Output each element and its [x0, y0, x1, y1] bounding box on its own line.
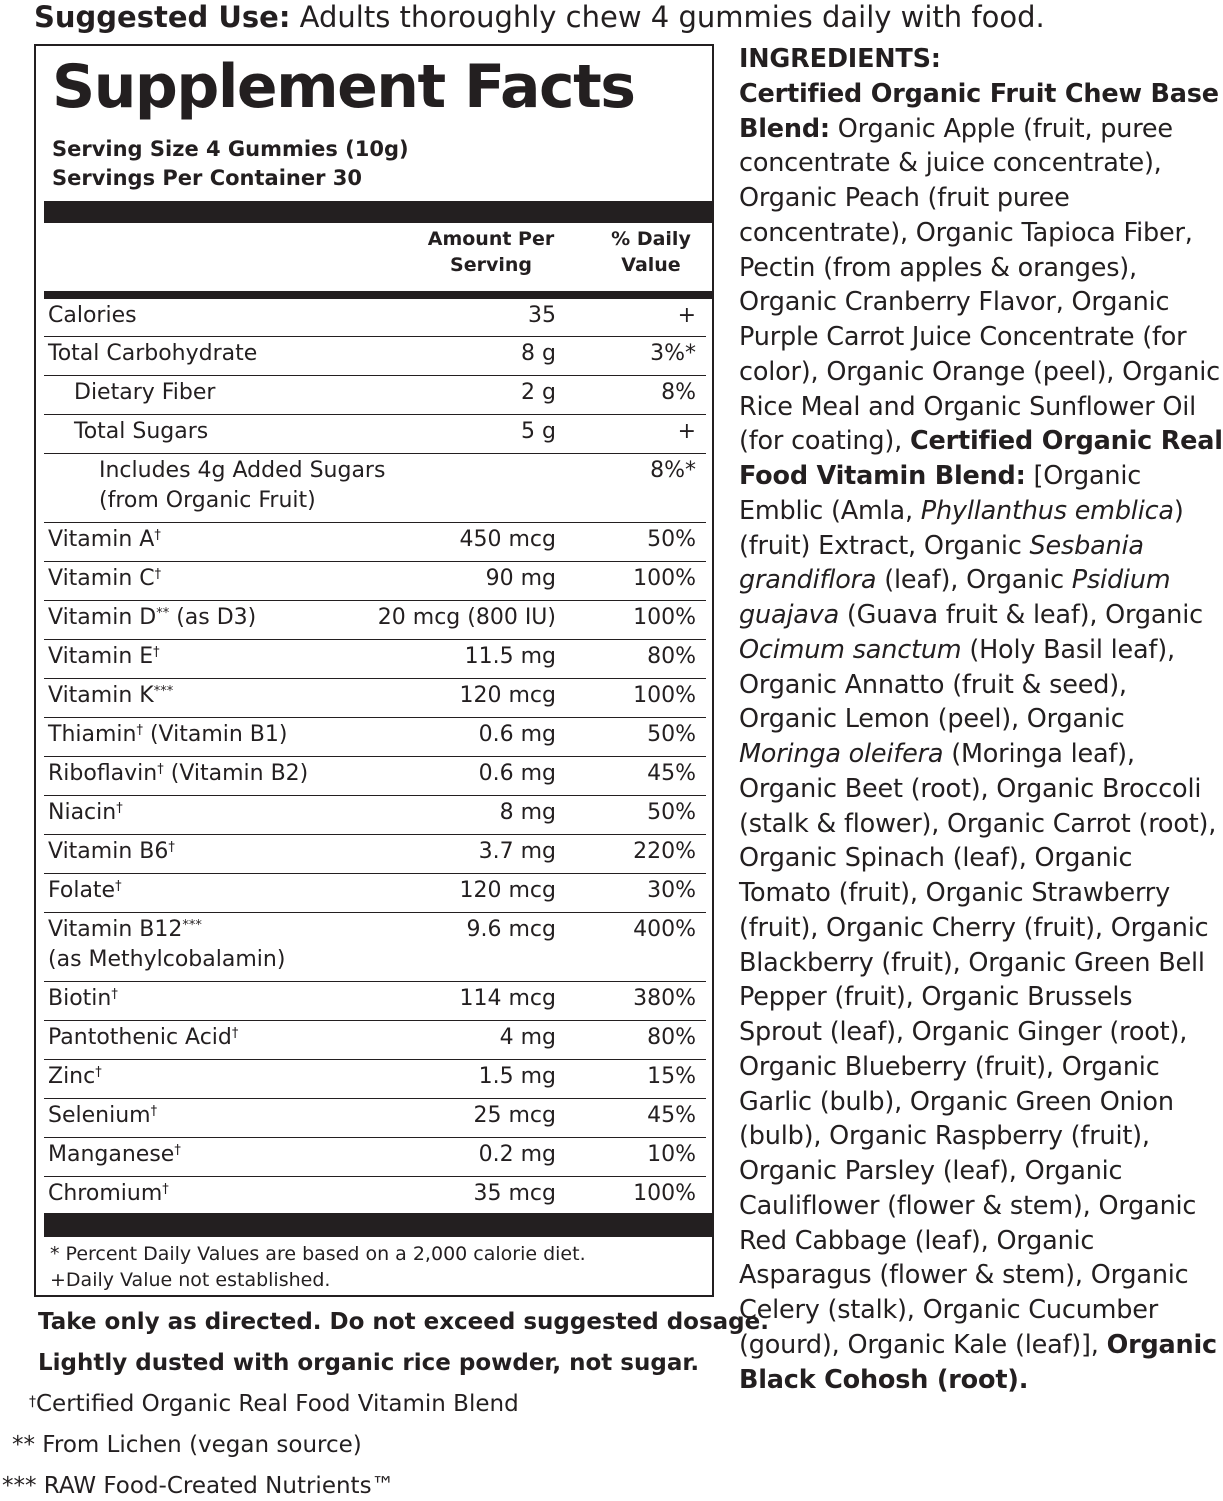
nutrient-name [99, 456, 385, 516]
nutrient-footnote-mark: † [111, 987, 118, 1002]
ingredient-text: (leaf), Organic [876, 565, 1072, 596]
nutrient-daily-value: 10% [647, 1142, 696, 1167]
nutrient-row [44, 874, 706, 913]
nutrient-row [44, 1021, 706, 1060]
nutrient-daily-value: 45% [647, 761, 696, 786]
nutrient-daily-value: 80% [647, 644, 696, 669]
nutrient-label: Vitamin E [48, 644, 154, 669]
nutrient-label: Chromium [48, 1181, 163, 1206]
nutrient-amount: 0.2 mg [478, 1142, 556, 1167]
nutrient-footnote-mark: † [154, 528, 161, 543]
nutrient-label-line2: (as Methylcobalamin) [48, 947, 286, 972]
nutrient-amount: 8 g [521, 341, 556, 366]
nutrient-name [48, 720, 287, 750]
footnote-text: RAW Food-Created Nutrients™ [36, 1473, 395, 1499]
nutrient-amount: 5 g [521, 419, 556, 444]
nutrient-footnote-mark: *** [182, 918, 202, 933]
nutrient-footnote-mark: † [157, 762, 164, 777]
dv-column-header [596, 226, 706, 278]
nutrient-label: Thiamin [48, 722, 137, 747]
nutrient-label: Riboflavin [48, 761, 158, 786]
nutrient-label-suffix: (Vitamin B2) [163, 761, 309, 786]
nutrient-name [48, 339, 257, 369]
nutrient-label: Vitamin C [48, 566, 155, 591]
nutrient-daily-value: 220% [633, 839, 696, 864]
nutrient-label: Vitamin K [48, 683, 154, 708]
nutrient-row [44, 1177, 706, 1216]
nutrient-daily-value: 80% [647, 1025, 696, 1050]
nutrient-daily-value: 100% [633, 683, 696, 708]
nutrient-label: Vitamin D [48, 605, 157, 630]
ingredient-blend-label: Certified Organic Fruit Chew Base Blend: [739, 78, 1219, 144]
nutrient-amount: 4 mg [499, 1025, 556, 1050]
dosage-warning: Take only as directed. Do not exceed suggested dosage. [38, 1309, 769, 1335]
ingredients-heading: INGREDIENTS: [739, 44, 941, 74]
nutrient-row [44, 982, 706, 1021]
nutrient-name [48, 798, 123, 828]
serving-size: Serving Size 4 Gummies (10g) [52, 137, 409, 161]
nutrient-daily-value: 380% [633, 986, 696, 1011]
ingredient-text: (Guava fruit & leaf), Organic [839, 600, 1203, 630]
nutrient-row [44, 718, 706, 757]
ingredient-text: ) (fruit) Extract, Organic [739, 495, 1184, 561]
nutrient-name [48, 603, 256, 633]
footnote-text: Certified Organic Real Food Vitamin Blend [36, 1391, 519, 1417]
servings-per-container: Servings Per Container 30 [52, 166, 362, 190]
nutrient-name [48, 1023, 238, 1053]
nutrient-amount: 90 mg [485, 566, 556, 591]
nutrient-footnote-mark: † [95, 1065, 102, 1080]
nutrient-amount: 35 [528, 303, 556, 328]
nutrient-label-suffix: (Vitamin B1) [142, 722, 288, 747]
dv-header-line1: % Daily [611, 228, 691, 250]
ingredients-text [739, 77, 1223, 1398]
nutrient-row [44, 562, 706, 601]
nutrient-footnote-mark: † [136, 723, 143, 738]
nutrient-footnote-mark: † [168, 840, 175, 855]
nutrient-daily-value: + [677, 303, 696, 328]
suggested-use-text: Adults thoroughly chew 4 gummies daily with food. [290, 0, 1045, 34]
ingredient-botanical-name: Psidium guajava [739, 565, 1171, 630]
ingredient-text: (Holy Basil leaf), Organic Annatto (fruit & seed), Organic Lemon (peel), Organic [739, 634, 1175, 735]
nutrient-label: Niacin [48, 800, 117, 825]
nutrient-daily-value: 3%* [650, 341, 696, 366]
footnote-double-star [12, 1430, 362, 1460]
nutrient-row [44, 913, 706, 982]
bottom-thick-bar [44, 1213, 712, 1237]
nutrient-amount: 0.6 mg [478, 761, 556, 786]
nutrient-daily-value: 400% [633, 917, 696, 942]
ingredient-botanical-name: Sesbania grandiflora [739, 530, 1144, 596]
nutrient-amount: 450 mcg [459, 527, 556, 552]
nutrient-name [48, 564, 161, 594]
nutrient-row [44, 1099, 706, 1138]
nutrient-amount: 3.7 mg [478, 839, 556, 864]
nutrient-amount: 11.5 mg [464, 644, 556, 669]
footnote-mark: *** [2, 1473, 37, 1499]
nutrient-name [48, 876, 122, 906]
nutrient-daily-value: 50% [647, 722, 696, 747]
nutrient-name [48, 1140, 181, 1170]
nutrient-name [74, 378, 215, 408]
nutrient-name [48, 301, 137, 331]
ingredient-botanical-name: Ocimum sanctum [739, 634, 962, 665]
daily-value-footnote: * Percent Daily Values are based on a 2,000 calorie diet. [50, 1243, 586, 1265]
nutrient-label: Dietary Fiber [74, 380, 216, 405]
nutrient-label: Total Sugars [74, 419, 209, 444]
nutrient-label: Includes 4g Added Sugars [99, 458, 386, 483]
not-established-footnote: +Daily Value not established. [50, 1269, 331, 1291]
nutrient-footnote-mark: † [162, 1182, 169, 1197]
panel-title: Supplement Facts [52, 52, 635, 122]
nutrient-row [44, 299, 706, 337]
nutrient-daily-value: + [677, 419, 696, 444]
nutrient-footnote-mark: † [153, 645, 160, 660]
dv-header-line2: Value [621, 254, 681, 276]
footnote-triple-star [2, 1471, 395, 1501]
nutrient-amount: 2 g [521, 380, 556, 405]
footnote-text: From Lichen (vegan source) [35, 1432, 362, 1458]
nutrient-daily-value: 8% [661, 380, 696, 405]
footnote-dagger [29, 1389, 519, 1419]
ingredient-blend-label: Certified Organic Real Food Vitamin Blend: [739, 426, 1223, 491]
nutrient-footnote-mark: † [116, 801, 123, 816]
nutrient-row [44, 337, 706, 376]
nutrient-daily-value: 15% [647, 1064, 696, 1089]
nutrient-label: Biotin [48, 986, 112, 1011]
nutrient-name [74, 417, 208, 447]
nutrient-label: Vitamin A [48, 527, 155, 552]
nutrient-row [44, 376, 706, 415]
nutrient-daily-value: 45% [647, 1103, 696, 1128]
nutrient-row [44, 640, 706, 679]
nutrient-label: Manganese [48, 1142, 175, 1167]
supplement-facts-panel [34, 44, 714, 1297]
ingredient-text: Organic Apple (fruit, puree concentrate & juice concentrate), Organic Peach (fruit puree concentrate), Organic Tapioca Fiber, Pectin (from apples & oranges), Organic Cranberry Flavor, Organic Purple Carrot Juice Concentrate (for color), Organic Orange (peel), Organic Rice Meal and Organic Sunflower Oil (for coating), [739, 113, 1220, 457]
nutrient-footnote-mark: † [150, 1104, 158, 1119]
nutrient-label: Pantothenic Acid [48, 1025, 232, 1050]
nutrient-amount: 20 mcg (800 IU) [377, 605, 556, 630]
ingredient-text: [Organic Emblic (Amla, [739, 461, 1142, 526]
nutrient-amount: 9.6 mcg [466, 917, 556, 942]
nutrient-name [48, 837, 175, 867]
nutrient-name [48, 525, 161, 555]
nutrient-row [44, 454, 706, 523]
ingredient-text: (Moringa leaf), Organic Beet (root), Organic Broccoli (stalk & flower), Organic Carrot (root), Organic Spinach (leaf), Organic Tomato (fruit), Organic Strawberry (fruit), Organic Cherry (fruit), Organic Blackberry (fruit), Organic Green Bell Pepper (fruit), Organic Brussels Sprout (leaf), Organic Ginger (root), Organic Blueberry (fruit), Organic Garlic (bulb), Organic Green Onion (bulb), Organic Raspberry (fruit), Organic Parsley (leaf), Organic Cauliflower (flower & stem), Organic Red Cabbage (leaf), Organic Asparagus (flower & stem), Organic Celery (stalk), Organic Cucumber (gourd), Organic Kale (leaf)], [739, 739, 1217, 1360]
nutrient-label: Calories [48, 303, 137, 328]
nutrient-amount: 114 mcg [459, 986, 556, 1011]
suggested-use-label: Suggested Use: [34, 0, 291, 34]
nutrient-row [44, 796, 706, 835]
ingredient-blend-label: Organic Black Cohosh (root). [739, 1329, 1217, 1395]
nutrient-amount: 35 mcg [473, 1181, 556, 1206]
nutrient-amount: 8 mg [499, 800, 556, 825]
nutrient-row [44, 835, 706, 874]
nutrient-footnote-mark: *** [153, 684, 174, 699]
nutrient-label: Selenium [48, 1103, 151, 1128]
nutrient-daily-value: 100% [633, 566, 696, 591]
nutrient-row [44, 415, 706, 454]
amount-header-line1: Amount Per [427, 228, 555, 250]
nutrient-name [48, 984, 118, 1014]
suggested-use [34, 0, 1214, 34]
nutrient-amount: 25 mcg [473, 1103, 556, 1128]
header-rule [44, 291, 712, 299]
nutrient-name [48, 642, 160, 672]
nutrient-label: Folate [48, 878, 116, 903]
nutrient-name [48, 759, 308, 789]
nutrient-name [48, 681, 173, 711]
nutrient-label: Vitamin B6 [48, 839, 169, 864]
nutrient-amount: 0.6 mg [478, 722, 556, 747]
nutrient-amount: 1.5 mg [478, 1064, 556, 1089]
nutrient-daily-value: 100% [633, 605, 696, 630]
nutrient-label-line2: (from Organic Fruit) [99, 488, 316, 513]
nutrient-label: Zinc [48, 1064, 96, 1089]
nutrient-amount: 120 mcg [459, 683, 556, 708]
nutrient-daily-value: 30% [647, 878, 696, 903]
nutrient-row [44, 757, 706, 796]
nutrient-footnote-mark: † [115, 879, 122, 894]
nutrient-row [44, 601, 706, 640]
nutrient-footnote-mark: ** [156, 606, 170, 621]
nutrient-label: Vitamin B12 [48, 917, 183, 942]
rice-powder-note: Lightly dusted with organic rice powder, not sugar. [38, 1350, 700, 1376]
nutrient-amount: 120 mcg [459, 878, 556, 903]
nutrient-daily-value: 50% [647, 527, 696, 552]
nutrient-name [48, 1179, 169, 1209]
nutrient-label: Total Carbohydrate [48, 341, 258, 366]
nutrient-row [44, 1060, 706, 1099]
amount-header-line2: Serving [450, 254, 532, 276]
nutrient-name [48, 1101, 157, 1131]
nutrient-footnote-mark: † [231, 1026, 239, 1041]
nutrient-label-suffix: (as D3) [169, 605, 257, 630]
nutrient-daily-value: 100% [633, 1181, 696, 1206]
nutrient-footnote-mark: † [154, 567, 162, 582]
nutrient-row [44, 523, 706, 562]
top-thick-bar [44, 201, 712, 223]
nutrient-name [48, 1062, 102, 1092]
nutrient-footnote-mark: † [174, 1143, 181, 1158]
nutrient-row [44, 1138, 706, 1177]
ingredient-botanical-name: Phyllanthus emblica [920, 495, 1174, 526]
ingredients-block [739, 42, 1223, 1397]
footnote-mark: † [29, 1394, 36, 1410]
ingredient-botanical-name: Moringa oleifera [739, 739, 944, 769]
amount-column-header [416, 226, 566, 278]
nutrient-row [44, 679, 706, 718]
nutrient-daily-value: 8%* [650, 458, 696, 483]
nutrient-name [48, 915, 285, 975]
footnote-mark: ** [12, 1432, 35, 1458]
nutrient-daily-value: 50% [647, 800, 696, 825]
